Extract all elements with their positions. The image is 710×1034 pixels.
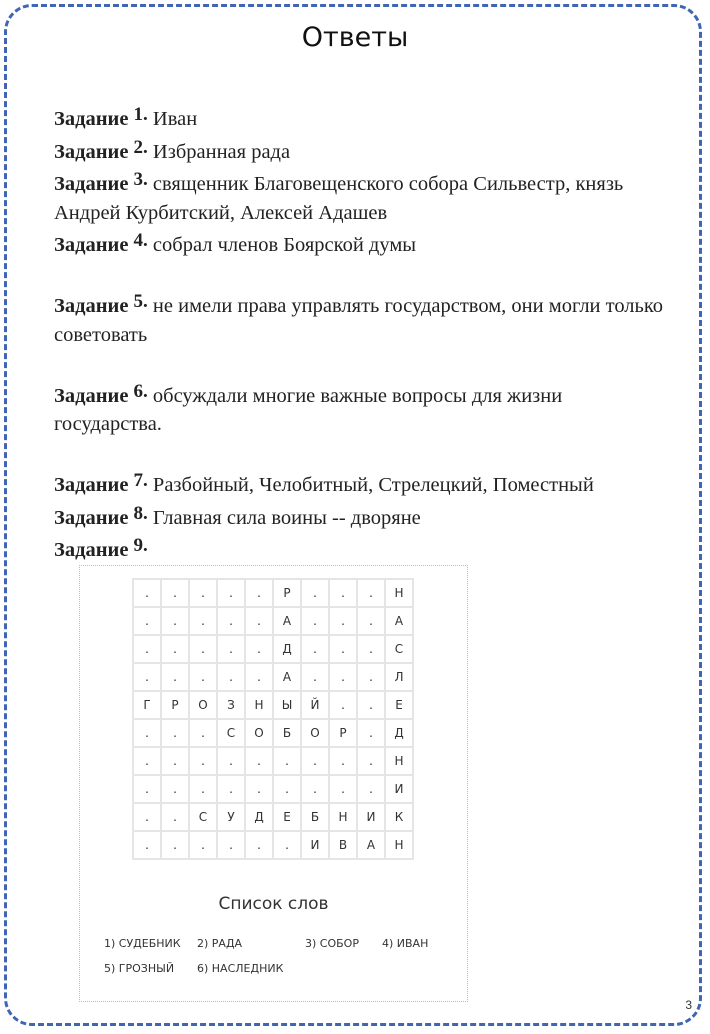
grid-cell: . [162,580,188,606]
grid-cell: . [134,748,160,774]
grid-cell: . [218,664,244,690]
page-title: Ответы [301,22,409,53]
grid-cell: . [358,636,384,662]
grid-cell: . [358,692,384,718]
word-list-item: 2) РАДА [197,937,243,950]
grid-cell: . [134,664,160,690]
grid-cell: . [358,664,384,690]
answer-label: Задание [54,108,129,130]
grid-cell: С [386,636,412,662]
answer-2 [54,134,664,167]
grid-cell: Д [386,720,412,746]
grid-cell: . [218,832,244,858]
grid-cell: . [134,580,160,606]
answer-text: не имели права управлять государством, они могли только советовать [54,295,664,346]
grid-cell: . [190,664,216,690]
answer-text: Разбойный, Челобитный, Стрелецкий, Поместный [147,474,594,496]
grid-cell: Д [274,636,300,662]
grid-cell: И [358,804,384,830]
word-search-grid [132,578,414,860]
grid-cell: . [190,720,216,746]
answer-label: Задание [54,539,129,561]
grid-cell: . [190,776,216,802]
answer-number: 5. [133,291,148,312]
answer-label: Задание [54,506,129,529]
grid-cell: К [386,804,412,830]
grid-cell: . [302,664,328,690]
grid-cell: Н [386,748,412,774]
grid-cell: Н [246,692,272,718]
grid-cell: . [190,608,216,634]
answer-7 [54,467,664,500]
grid-cell: Е [274,804,300,830]
grid-cell: . [134,776,160,802]
grid-cell: Р [330,720,356,746]
grid-cell: . [274,832,300,858]
answer-text: Главная сила воины -- дворяне [147,506,421,529]
grid-cell: . [330,580,356,606]
grid-cell: Р [274,580,300,606]
grid-cell: . [330,664,356,690]
word-list-item: 6) НАСЛЕДНИК [197,962,284,975]
answer-text: Избранная рада [147,140,291,163]
grid-cell: . [302,636,328,662]
grid-cell: Б [274,720,300,746]
grid-cell: . [274,776,300,802]
grid-cell: . [134,636,160,662]
grid-cell: Л [386,664,412,690]
grid-cell: В [330,832,356,858]
grid-cell: Н [386,580,412,606]
grid-cell: . [302,776,328,802]
grid-cell: . [218,580,244,606]
grid-cell: А [274,608,300,634]
grid-cell: З [218,692,244,718]
grid-cell: А [386,608,412,634]
answer-number: 1. [133,104,148,125]
answer-label: Задание [54,234,129,256]
grid-cell: . [246,832,272,858]
answer-number: 3. [133,169,148,190]
grid-cell: . [302,580,328,606]
answer-label: Задание [54,173,129,195]
grid-cell: . [330,748,356,774]
grid-cell: . [162,720,188,746]
grid-cell: Б [302,804,328,830]
grid-cell: О [302,720,328,746]
grid-cell: . [358,720,384,746]
grid-cell: Р [162,692,188,718]
grid-cell: . [246,776,272,802]
page-number: 3 [685,998,692,1012]
grid-cell: . [190,832,216,858]
answer-9 [54,532,664,565]
grid-cell: . [162,776,188,802]
answer-number: 8. [133,502,148,524]
answer-label: Задание [54,384,129,407]
grid-cell: У [218,804,244,830]
answer-label: Задание [54,140,129,163]
grid-cell: . [162,636,188,662]
grid-cell: . [246,580,272,606]
word-list-item: 5) ГРОЗНЫЙ [104,962,175,975]
grid-cell: . [246,608,272,634]
answer-4 [54,227,664,260]
grid-cell: И [302,832,328,858]
answer-5 [54,288,664,349]
grid-cell: Д [246,804,272,830]
grid-cell: . [330,776,356,802]
answer-label: Задание [54,474,129,496]
grid-cell: А [274,664,300,690]
grid-cell: . [162,608,188,634]
answer-text: собрал членов Боярской думы [147,234,417,256]
word-list-item: 1) СУДЕБНИК [104,937,181,950]
grid-cell: Й [302,692,328,718]
answer-text: Иван [147,108,198,130]
grid-cell: . [358,580,384,606]
grid-cell: С [218,720,244,746]
grid-cell: . [358,608,384,634]
grid-cell: . [162,748,188,774]
grid-cell: Н [330,804,356,830]
grid-cell: . [134,804,160,830]
grid-cell: О [190,692,216,718]
grid-cell: Е [386,692,412,718]
grid-cell: . [246,636,272,662]
answer-1 [54,101,664,134]
grid-cell: Ы [274,692,300,718]
answer-number: 7. [133,470,148,491]
word-list-item: 4) ИВАН [382,937,429,950]
grid-cell: . [218,636,244,662]
grid-cell: . [330,636,356,662]
answers-list [54,101,664,565]
grid-cell: С [190,804,216,830]
grid-cell: . [134,608,160,634]
grid-cell: . [246,664,272,690]
grid-cell: . [218,608,244,634]
grid-cell: . [358,776,384,802]
grid-cell: . [218,776,244,802]
answer-8 [54,500,664,533]
grid-cell: . [246,748,272,774]
grid-cell: Г [134,692,160,718]
answer-3 [54,166,664,227]
grid-cell: . [190,636,216,662]
grid-cell: . [302,608,328,634]
grid-cell: . [302,748,328,774]
word-list-item: 3) СОБОР [305,937,359,950]
grid-cell: . [330,608,356,634]
grid-cell: . [274,748,300,774]
grid-cell: И [386,776,412,802]
grid-cell: . [190,580,216,606]
answer-number: 2. [133,136,148,158]
answer-number: 4. [133,230,148,251]
answer-number: 9. [133,535,148,556]
answer-label: Задание [54,295,129,317]
answer-number: 6. [133,380,148,402]
grid-cell: . [218,748,244,774]
grid-cell: . [162,804,188,830]
answer-text: обсуждали многие важные вопросы для жизни государства. [54,384,563,435]
grid-cell: . [134,720,160,746]
grid-cell: А [358,832,384,858]
answer-6 [54,378,664,439]
grid-cell: . [358,748,384,774]
grid-cell: . [134,832,160,858]
grid-cell: . [330,692,356,718]
answer-text: священник Благовещенского собора Сильвестр, князь Андрей Курбитский, Алексей Адашев [54,173,624,224]
grid-cell: Н [386,832,412,858]
grid-cell: . [190,748,216,774]
word-list-title: Список слов [218,894,329,914]
grid-cell: . [162,664,188,690]
grid-cell: О [246,720,272,746]
grid-cell: . [162,832,188,858]
